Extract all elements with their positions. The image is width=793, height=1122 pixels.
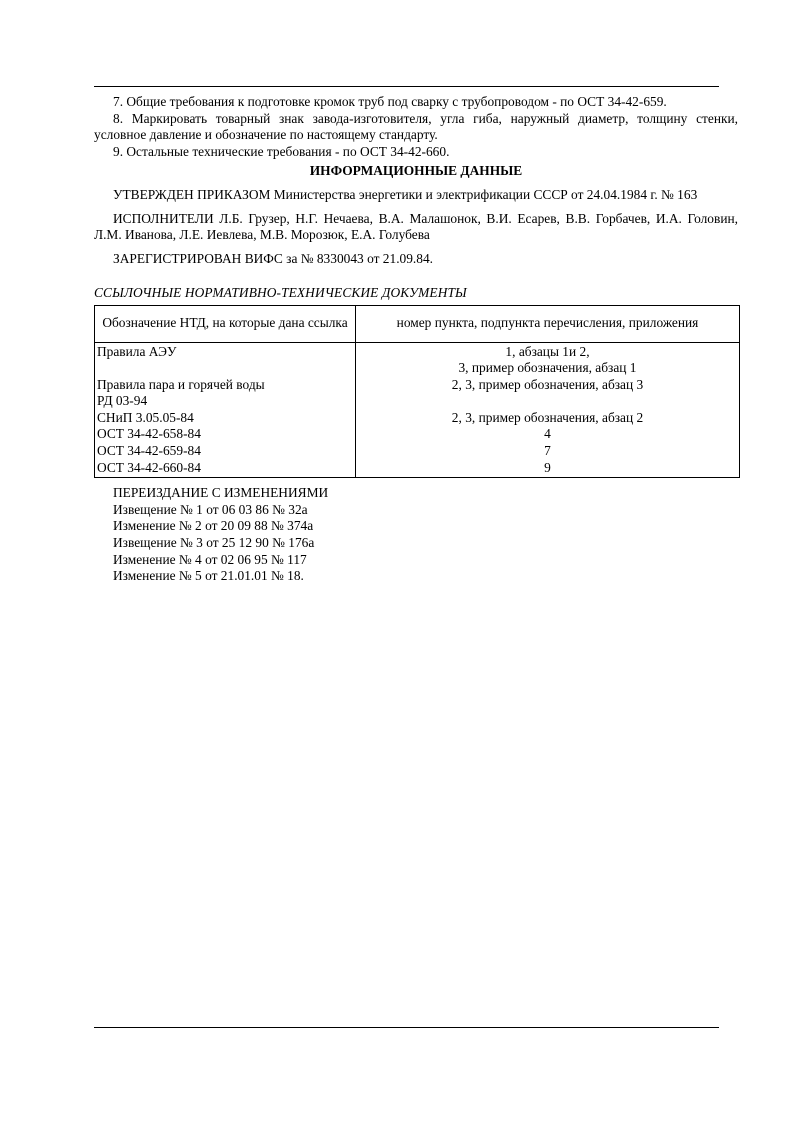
ref-points: 9 <box>356 460 740 478</box>
references-caption: ССЫЛОЧНЫЕ НОРМАТИВНО-ТЕХНИЧЕСКИЕ ДОКУМЕНТЫ <box>94 285 467 300</box>
ref-points: 7 <box>356 443 740 460</box>
ref-doc: ОСТ 34-42-658-84 <box>95 426 356 443</box>
ref-points: 1, абзацы 1и 2, 3, пример обозначения, абзац 1 <box>356 342 740 377</box>
bottom-rule <box>94 1027 719 1028</box>
info-heading: ИНФОРМАЦИОННЫЕ ДАННЫЕ <box>309 163 523 178</box>
table-row <box>95 426 740 443</box>
ref-points: 2, 3, пример обозначения, абзац 2 <box>356 410 740 427</box>
registered-statement: ЗАРЕГИСТРИРОВАН ВИФС за № 8330043 от 21.09.84. <box>113 250 434 266</box>
table-row <box>95 410 740 427</box>
references-table <box>94 305 740 479</box>
requirement-item-8: 8. Маркировать товарный знак завода-изготовителя, угла гиба, наружный диаметр, толщину стенки, условное давление и обозначение по настоящему стандарту. <box>94 110 738 142</box>
header-points: номер пункта, подпункта перечисления, приложения <box>356 305 740 342</box>
ref-doc: ОСТ 34-42-660-84 <box>95 460 356 478</box>
top-rule <box>94 86 719 87</box>
revision-entry: Изменение № 5 от 21.01.01 № 18. <box>113 568 304 584</box>
revision-history <box>113 485 738 585</box>
revision-entry: Извещение № 3 от 25 12 90 № 176а <box>113 535 315 551</box>
ref-points: 2, 3, пример обозначения, абзац 3 <box>356 377 740 394</box>
document-body <box>94 94 738 585</box>
requirement-item-7: 7. Общие требования к подготовке кромок труб под сварку с трубопроводом - по ОСТ 34-42-659. <box>113 94 667 109</box>
ref-doc: ОСТ 34-42-659-84 <box>95 443 356 460</box>
ref-doc: СНиП 3.05.05-84 <box>95 410 356 427</box>
table-row <box>95 443 740 460</box>
approved-statement: УТВЕРЖДЕН ПРИКАЗОМ Министерства энергетики и электрификации СССР от 24.04.1984 г. № 163 <box>113 187 698 202</box>
requirement-item-9: 9. Остальные технические требования - по ОСТ 34-42-660. <box>113 143 450 159</box>
table-row <box>95 393 740 410</box>
revision-history-title: ПЕРЕИЗДАНИЕ С ИЗМЕНЕНИЯМИ <box>113 485 329 501</box>
ref-doc: РД 03-94 <box>95 393 356 410</box>
table-row <box>95 460 740 478</box>
executors-statement: ИСПОЛНИТЕЛИ Л.Б. Грузер, Н.Г. Нечаева, В.А. Малашонок, В.И. Есарев, В.В. Горбачев, И.А. Головин, Л.М. Иванова, Л.Е. Иевлева, М.В. Морозюк, Е.А. Голубева <box>94 210 738 242</box>
revision-entry: Изменение № 4 от 02 06 95 № 117 <box>113 551 307 567</box>
ref-doc: Правила АЭУ <box>95 342 356 377</box>
table-row <box>95 342 740 377</box>
ref-doc: Правила пара и горячей воды <box>95 377 356 394</box>
revision-entry: Изменение № 2 от 20 09 88 № 374а <box>113 518 314 534</box>
revision-entry: Извещение № 1 от 06 03 86 № 32а <box>113 501 308 517</box>
header-doc: Обозначение НТД, на которые дана ссылка <box>95 305 356 342</box>
ref-points: 4 <box>356 426 740 443</box>
table-row <box>95 377 740 394</box>
references-header-row <box>95 305 740 342</box>
ref-points <box>356 393 740 410</box>
